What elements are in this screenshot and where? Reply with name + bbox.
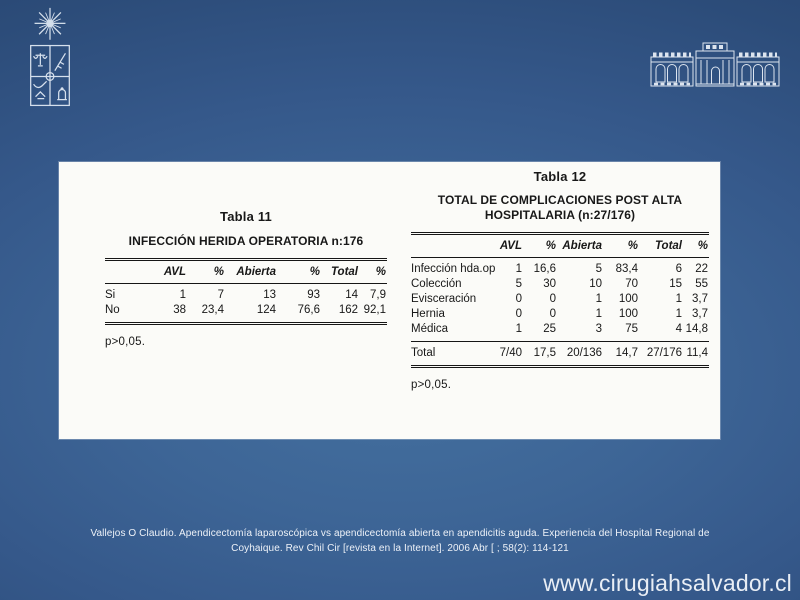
citation-line-1: Vallejos O Claudio. Apendicectomía laparoscópica vs apendicectomía abierta en apendicitis aguda. Experiencia del Hospital Regional de (90, 528, 710, 539)
table-row (411, 277, 709, 292)
table-row (411, 322, 709, 342)
row-label: Médica (411, 323, 449, 335)
column-header: % (309, 266, 320, 278)
cell-value: 7,9 (370, 289, 386, 301)
cell-value: 92,1 (363, 304, 386, 316)
cell-value: 38 (173, 304, 186, 316)
cell-value: 10 (589, 278, 602, 290)
citation-line-2: Coyhaique. Rev Chil Cir [revista en la Internet]. 2006 Abr [ ; 58(2): 114-121 (231, 542, 569, 554)
cell-value: 0 (515, 308, 522, 320)
table-subtitle: TOTAL DE COMPLICACIONES POST ALTA HOSPITALARIA (n:27/176) (437, 193, 683, 222)
cell-value: 25 (543, 323, 556, 335)
cell-value: 14 (345, 289, 358, 301)
pvalue-note: p>0,05. (105, 336, 146, 348)
table-title: Tabla 12 (533, 169, 587, 184)
cell-value: 1 (675, 308, 682, 320)
website-url: www.cirugiahsalvador.cl (543, 570, 792, 596)
table-row (105, 284, 387, 304)
column-header: Abierta (562, 240, 602, 252)
column-header: % (627, 240, 638, 252)
row-label: Infección hda.op (411, 263, 496, 275)
cell-value: 162 (338, 304, 358, 316)
cell-value: 83,4 (615, 263, 638, 275)
cell-value: 1 (179, 289, 186, 301)
column-header: % (213, 266, 224, 278)
cell-value: 1 (515, 323, 522, 335)
table-header-row (411, 234, 709, 258)
table-header-row (105, 260, 387, 284)
column-header: % (375, 266, 386, 278)
column-header: Total (654, 240, 682, 252)
cell-value: 17,5 (533, 347, 556, 359)
cell-value: 0 (515, 293, 522, 305)
cell-value: 11,4 (686, 347, 708, 359)
table-row (105, 303, 387, 324)
cell-value: 1 (595, 293, 602, 305)
cell-value: 1 (675, 293, 682, 305)
row-label: Total (411, 347, 436, 359)
cell-value: 4 (675, 323, 682, 335)
column-header: AVL (163, 266, 186, 278)
cell-value: 20/136 (566, 347, 602, 359)
cell-value: 3 (595, 323, 602, 335)
hospital-building-icon (650, 41, 780, 93)
cell-value: 0 (549, 293, 556, 305)
cell-value: 93 (307, 289, 320, 301)
column-header: AVL (499, 240, 522, 252)
total-row (411, 342, 709, 367)
cell-value: 75 (625, 323, 638, 335)
tabla-11-table (105, 258, 387, 325)
cell-value: 1 (515, 263, 522, 275)
cell-value: 5 (595, 263, 602, 275)
cell-value: 5 (515, 278, 522, 290)
cell-value: 100 (618, 293, 638, 305)
cell-value: 15 (669, 278, 682, 290)
table-row (411, 292, 709, 307)
table-subtitle: INFECCIÓN HERIDA OPERATORIA n:176 (128, 234, 364, 248)
cell-value: 6 (675, 263, 682, 275)
tabla-12-table (411, 232, 709, 368)
cell-value: 30 (543, 278, 556, 290)
cell-value: 55 (695, 278, 708, 290)
pvalue-note: p>0,05. (411, 379, 452, 391)
column-header (105, 260, 145, 284)
row-label: Hernia (411, 308, 445, 320)
column-header: % (697, 240, 708, 252)
column-header (411, 234, 497, 258)
cell-value: 124 (256, 304, 276, 316)
cell-value: 23,4 (201, 304, 224, 316)
tabla-12-scan (411, 169, 709, 391)
cell-value: 27/176 (646, 347, 682, 359)
cell-value: 3,7 (692, 308, 708, 320)
row-label: Colección (411, 278, 462, 290)
column-header: % (545, 240, 556, 252)
cell-value: 22 (695, 263, 708, 275)
table-row (411, 307, 709, 322)
cell-value: 14,7 (615, 347, 638, 359)
cell-value: 1 (595, 308, 602, 320)
column-header: Total (330, 266, 358, 278)
cell-value: 16,6 (533, 263, 556, 275)
cell-value: 3,7 (692, 293, 708, 305)
cell-value: 7 (217, 289, 224, 301)
cell-value: 70 (625, 278, 638, 290)
cell-value: 14,8 (685, 323, 708, 335)
tables-panel (59, 162, 720, 439)
table-title: Tabla 11 (220, 209, 272, 224)
university-crest-icon (21, 5, 79, 117)
row-label: Evisceración (411, 293, 477, 305)
cell-value: 7/40 (499, 347, 522, 359)
citation (47, 527, 753, 556)
cell-value: 13 (263, 289, 276, 301)
row-label: Si (105, 289, 116, 301)
cell-value: 0 (549, 308, 556, 320)
column-header: Abierta (236, 266, 276, 278)
cell-value: 76,6 (297, 304, 320, 316)
cell-value: 100 (618, 308, 638, 320)
table-row (411, 258, 709, 278)
tabla-11-scan (105, 209, 387, 348)
row-label: No (105, 304, 120, 316)
